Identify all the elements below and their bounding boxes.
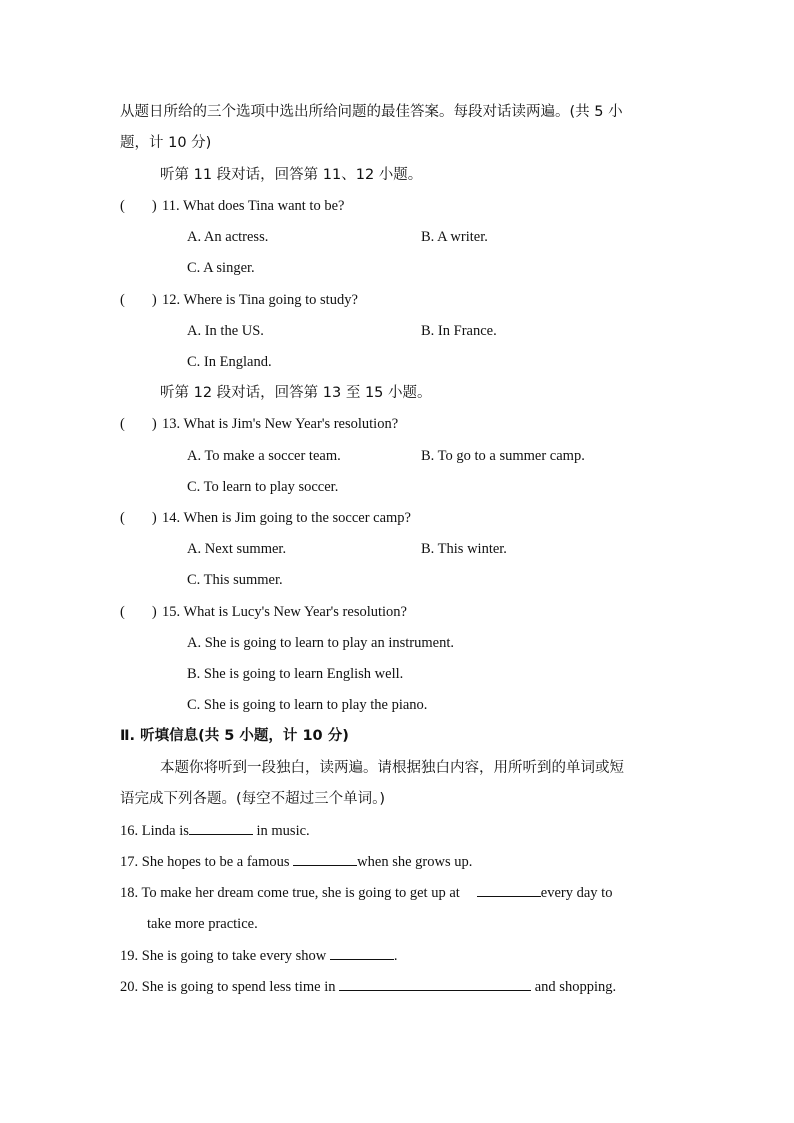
answer-blank[interactable] bbox=[339, 976, 531, 991]
dialogue-11-header: 听第 11 段对话，回答第 11、12 小题。 bbox=[160, 167, 423, 183]
question-text: 14. When is Jim going to the soccer camp? bbox=[162, 510, 411, 526]
option-c: C. To learn to play soccer. bbox=[187, 479, 339, 495]
option-a: A. An actress. bbox=[187, 229, 269, 245]
instruction-line-1: 从题日所给的三个选项中选出所给问题的最佳答案。每段对话读两遍。(共 5 小 bbox=[120, 104, 623, 120]
question-11 bbox=[120, 196, 344, 216]
option-b: B. This winter. bbox=[421, 541, 507, 557]
question-text: 15. What is Lucy's New Year's resolution? bbox=[162, 604, 407, 620]
option-a: A. To make a soccer team. bbox=[187, 448, 341, 464]
answer-blank[interactable] bbox=[477, 882, 541, 897]
answer-paren[interactable]: ( ) bbox=[120, 198, 157, 214]
option-b: B. To go to a summer camp. bbox=[421, 448, 585, 464]
option-c: C. A singer. bbox=[187, 260, 255, 276]
option-a: A. Next summer. bbox=[187, 541, 287, 557]
question-text: 11. What does Tina want to be? bbox=[162, 198, 345, 214]
instruction-line-2: 题，计 10 分) bbox=[120, 135, 212, 151]
option-a: A. She is going to learn to play an instrument. bbox=[187, 635, 455, 651]
answer-paren[interactable]: ( ) bbox=[120, 292, 157, 308]
option-b: B. She is going to learn English well. bbox=[187, 666, 404, 682]
answer-paren[interactable]: ( ) bbox=[120, 510, 157, 526]
fill-item-18: 18. To make her dream come true, she is going to get up at every day to bbox=[120, 882, 612, 903]
fill-item-17: 17. She hopes to be a famous when she grows up. bbox=[120, 851, 472, 872]
answer-blank[interactable] bbox=[330, 945, 394, 960]
fill-item-16: 16. Linda is in music. bbox=[120, 820, 310, 841]
option-c: C. She is going to learn to play the piano. bbox=[187, 697, 428, 713]
option-b: B. A writer. bbox=[421, 229, 488, 245]
answer-blank[interactable] bbox=[293, 851, 357, 866]
answer-blank[interactable] bbox=[189, 820, 253, 835]
answer-paren[interactable]: ( ) bbox=[120, 604, 157, 620]
question-14 bbox=[120, 508, 411, 528]
fill-item-19: 19. She is going to take every show . bbox=[120, 945, 397, 966]
option-a: A. In the US. bbox=[187, 323, 264, 339]
section-2-title: Ⅱ. 听填信息(共 5 小题，计 10 分) bbox=[120, 728, 349, 744]
question-text: 12. Where is Tina going to study? bbox=[162, 292, 358, 308]
section-2-instruction-line-1: 本题你将听到一段独白，读两遍。请根据独白内容，用所听到的单词或短 bbox=[160, 760, 624, 776]
question-text: 13. What is Jim's New Year's resolution? bbox=[162, 416, 399, 432]
option-c: C. This summer. bbox=[187, 572, 283, 588]
question-15 bbox=[120, 602, 407, 622]
question-12 bbox=[120, 290, 358, 310]
question-13 bbox=[120, 414, 398, 434]
section-2-instruction-line-2: 语完成下列各题。(每空不超过三个单词。) bbox=[120, 791, 386, 807]
fill-item-18-continued: take more practice. bbox=[147, 916, 258, 932]
fill-item-20: 20. She is going to spend less time in and shopping. bbox=[120, 976, 616, 997]
answer-paren[interactable]: ( ) bbox=[120, 416, 157, 432]
option-c: C. In England. bbox=[187, 354, 272, 370]
dialogue-12-header: 听第 12 段对话，回答第 13 至 15 小题。 bbox=[160, 385, 432, 401]
option-b: B. In France. bbox=[421, 323, 497, 339]
